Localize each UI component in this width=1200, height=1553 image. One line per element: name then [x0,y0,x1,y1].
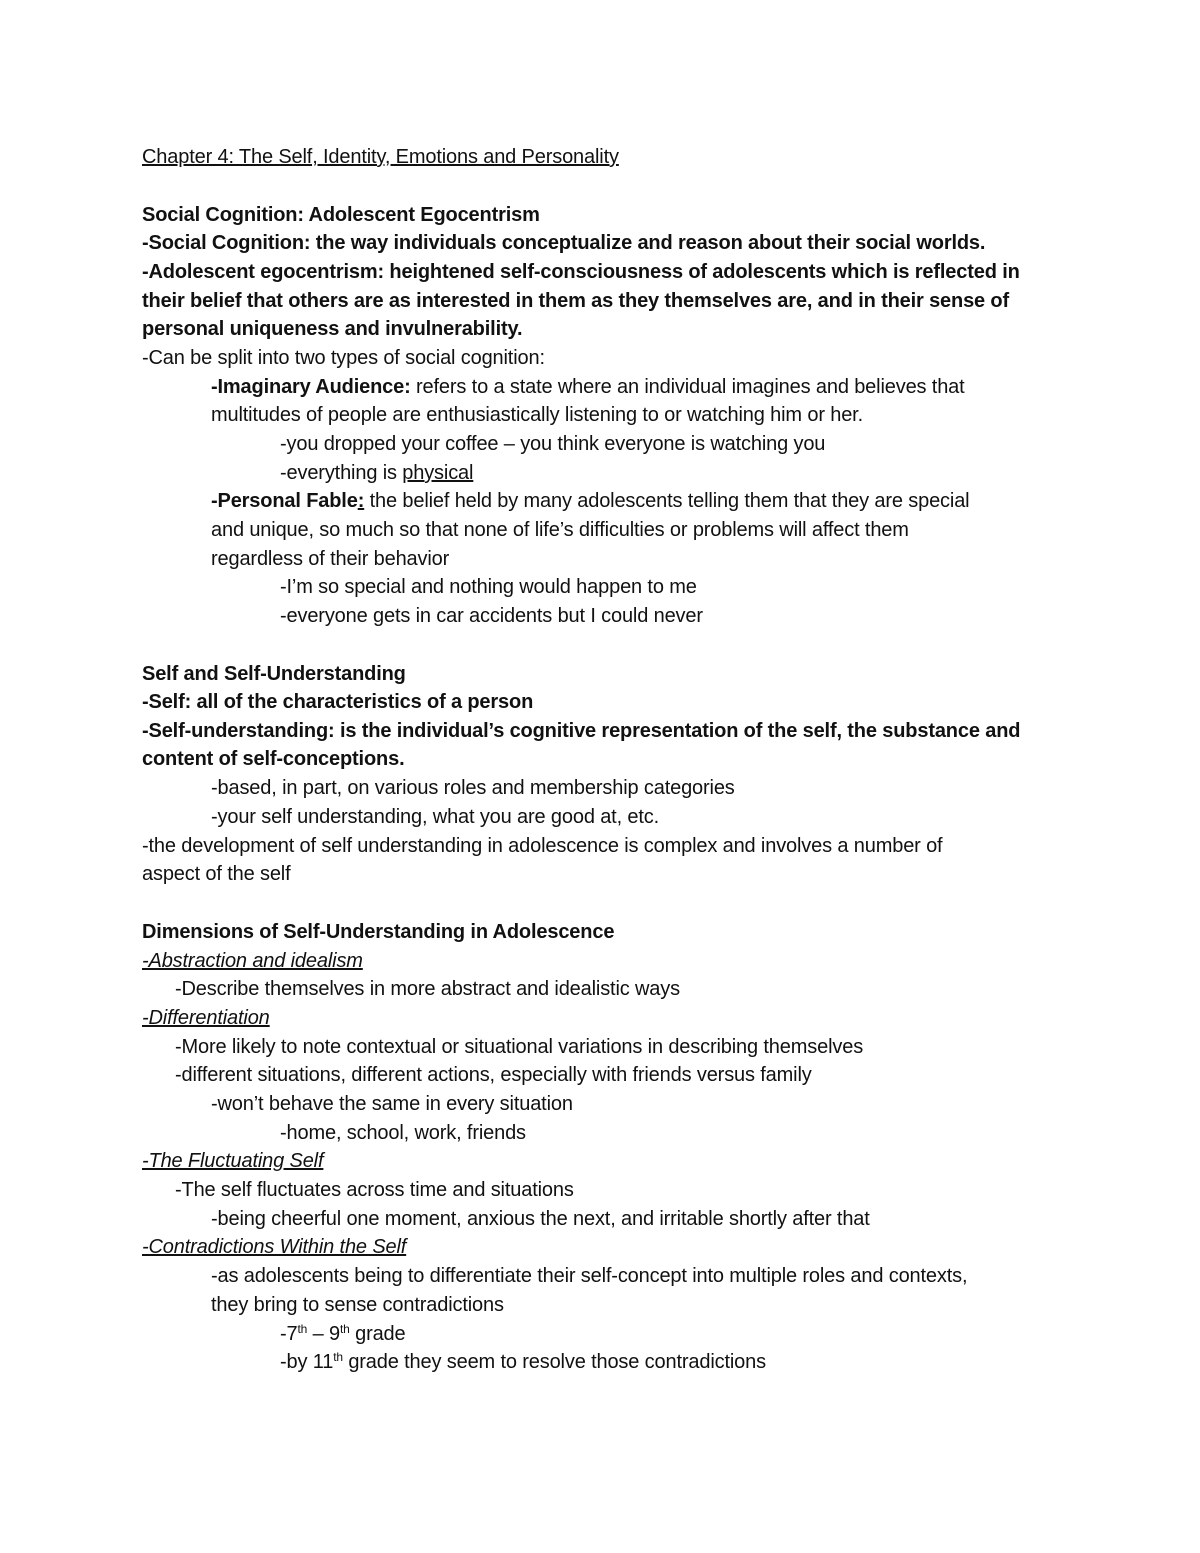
personal-fable-colon: : [357,490,365,512]
differentiation-point-3: -won’t behave the same in every situation [211,1093,573,1115]
self-understanding-line-1: -Self-understanding: is the individual’s cognitive representation of the self, the substance and [142,720,1021,742]
imaginary-audience-term: -Imaginary Audience: [211,376,411,398]
fluctuating-point-1: -The self fluctuates across time and situations [175,1179,574,1201]
dimension-fluctuating-self: -The Fluctuating Self [142,1150,324,1172]
imaginary-audience-example-2 [280,459,473,487]
imaginary-audience-example-1: -you dropped your coffee – you think everyone is watching you [280,433,826,455]
self-understanding-point-1: -based, in part, on various roles and membership categories [211,777,735,799]
personal-fable-definition: the belief held by many adolescents telling them that they are special [364,490,970,512]
personal-fable-line-2: and unique, so much so that none of life’s difficulties or problems will affect them [211,519,909,541]
superscript: th [339,1322,350,1336]
personal-fable-line-1 [211,487,969,515]
section-heading-social-cognition: Social Cognition: Adolescent Egocentrism [142,204,540,226]
chapter-title: Chapter 4: The Self, Identity, Emotions and Personality [142,146,619,168]
egocentrism-definition-line-1: -Adolescent egocentrism: heightened self-consciousness of adolescents which is reflected in [142,261,1020,283]
imaginary-audience-definition: refers to a state where an individual imagines and believes that [410,376,965,398]
example-text: -everything is [280,462,403,484]
grade-text: -7 [280,1323,298,1345]
underlined-word: physical [402,462,474,484]
personal-fable-term: -Personal Fable [211,490,358,512]
self-understanding-point-2: -your self understanding, what you are good at, etc. [211,806,660,828]
personal-fable-example-1: -I’m so special and nothing would happen to me [280,576,697,598]
self-understanding-line-2: content of self-conceptions. [142,748,405,770]
grade-text: – 9 [307,1323,340,1345]
development-line-2: aspect of the self [142,863,291,885]
imaginary-audience-line-2: multitudes of people are enthusiastically listening to or watching him or her. [211,404,863,426]
personal-fable-example-2: -everyone gets in car accidents but I could never [280,605,703,627]
dimension-differentiation: -Differentiation [142,1007,270,1029]
section-heading-self: Self and Self-Understanding [142,663,406,685]
dimension-abstraction-point: -Describe themselves in more abstract and idealistic ways [175,978,680,1000]
differentiation-point-1: -More likely to note contextual or situational variations in describing themselves [175,1036,864,1058]
superscript: th [297,1322,308,1336]
contradictions-point-1: -as adolescents being to differentiate their self-concept into multiple roles and contexts, [211,1265,968,1287]
differentiation-point-4: -home, school, work, friends [280,1122,526,1144]
self-definition: -Self: all of the characteristics of a person [142,691,534,713]
grade-text: grade they seem to resolve those contradictions [342,1351,766,1373]
section-heading-dimensions: Dimensions of Self-Understanding in Adolescence [142,921,615,943]
social-cognition-definition: -Social Cognition: the way individuals conceptualize and reason about their social worlds. [142,232,986,254]
personal-fable-line-3: regardless of their behavior [211,548,450,570]
contradictions-point-2: they bring to sense contradictions [211,1294,504,1316]
egocentrism-definition-line-3: personal uniqueness and invulnerability. [142,318,523,340]
superscript: th [333,1350,343,1364]
imaginary-audience-line-1 [211,373,965,401]
fluctuating-point-2: -being cheerful one moment, anxious the next, and irritable shortly after that [211,1208,870,1230]
differentiation-point-2: -different situations, different actions, especially with friends versus family [175,1064,812,1086]
grade-text: -by 11 [280,1351,334,1373]
two-types-line: -Can be split into two types of social cognition: [142,347,545,369]
dimension-abstraction: -Abstraction and idealism [142,950,363,972]
contradictions-point-3 [280,1320,406,1348]
development-line-1: -the development of self understanding in adolescence is complex and involves a number of [142,835,943,857]
contradictions-point-4 [280,1348,766,1376]
egocentrism-definition-line-2: their belief that others are as interested in them as they themselves are, and in their sense of [142,290,1010,312]
dimension-contradictions: -Contradictions Within the Self [142,1236,407,1258]
grade-text: grade [349,1323,406,1345]
